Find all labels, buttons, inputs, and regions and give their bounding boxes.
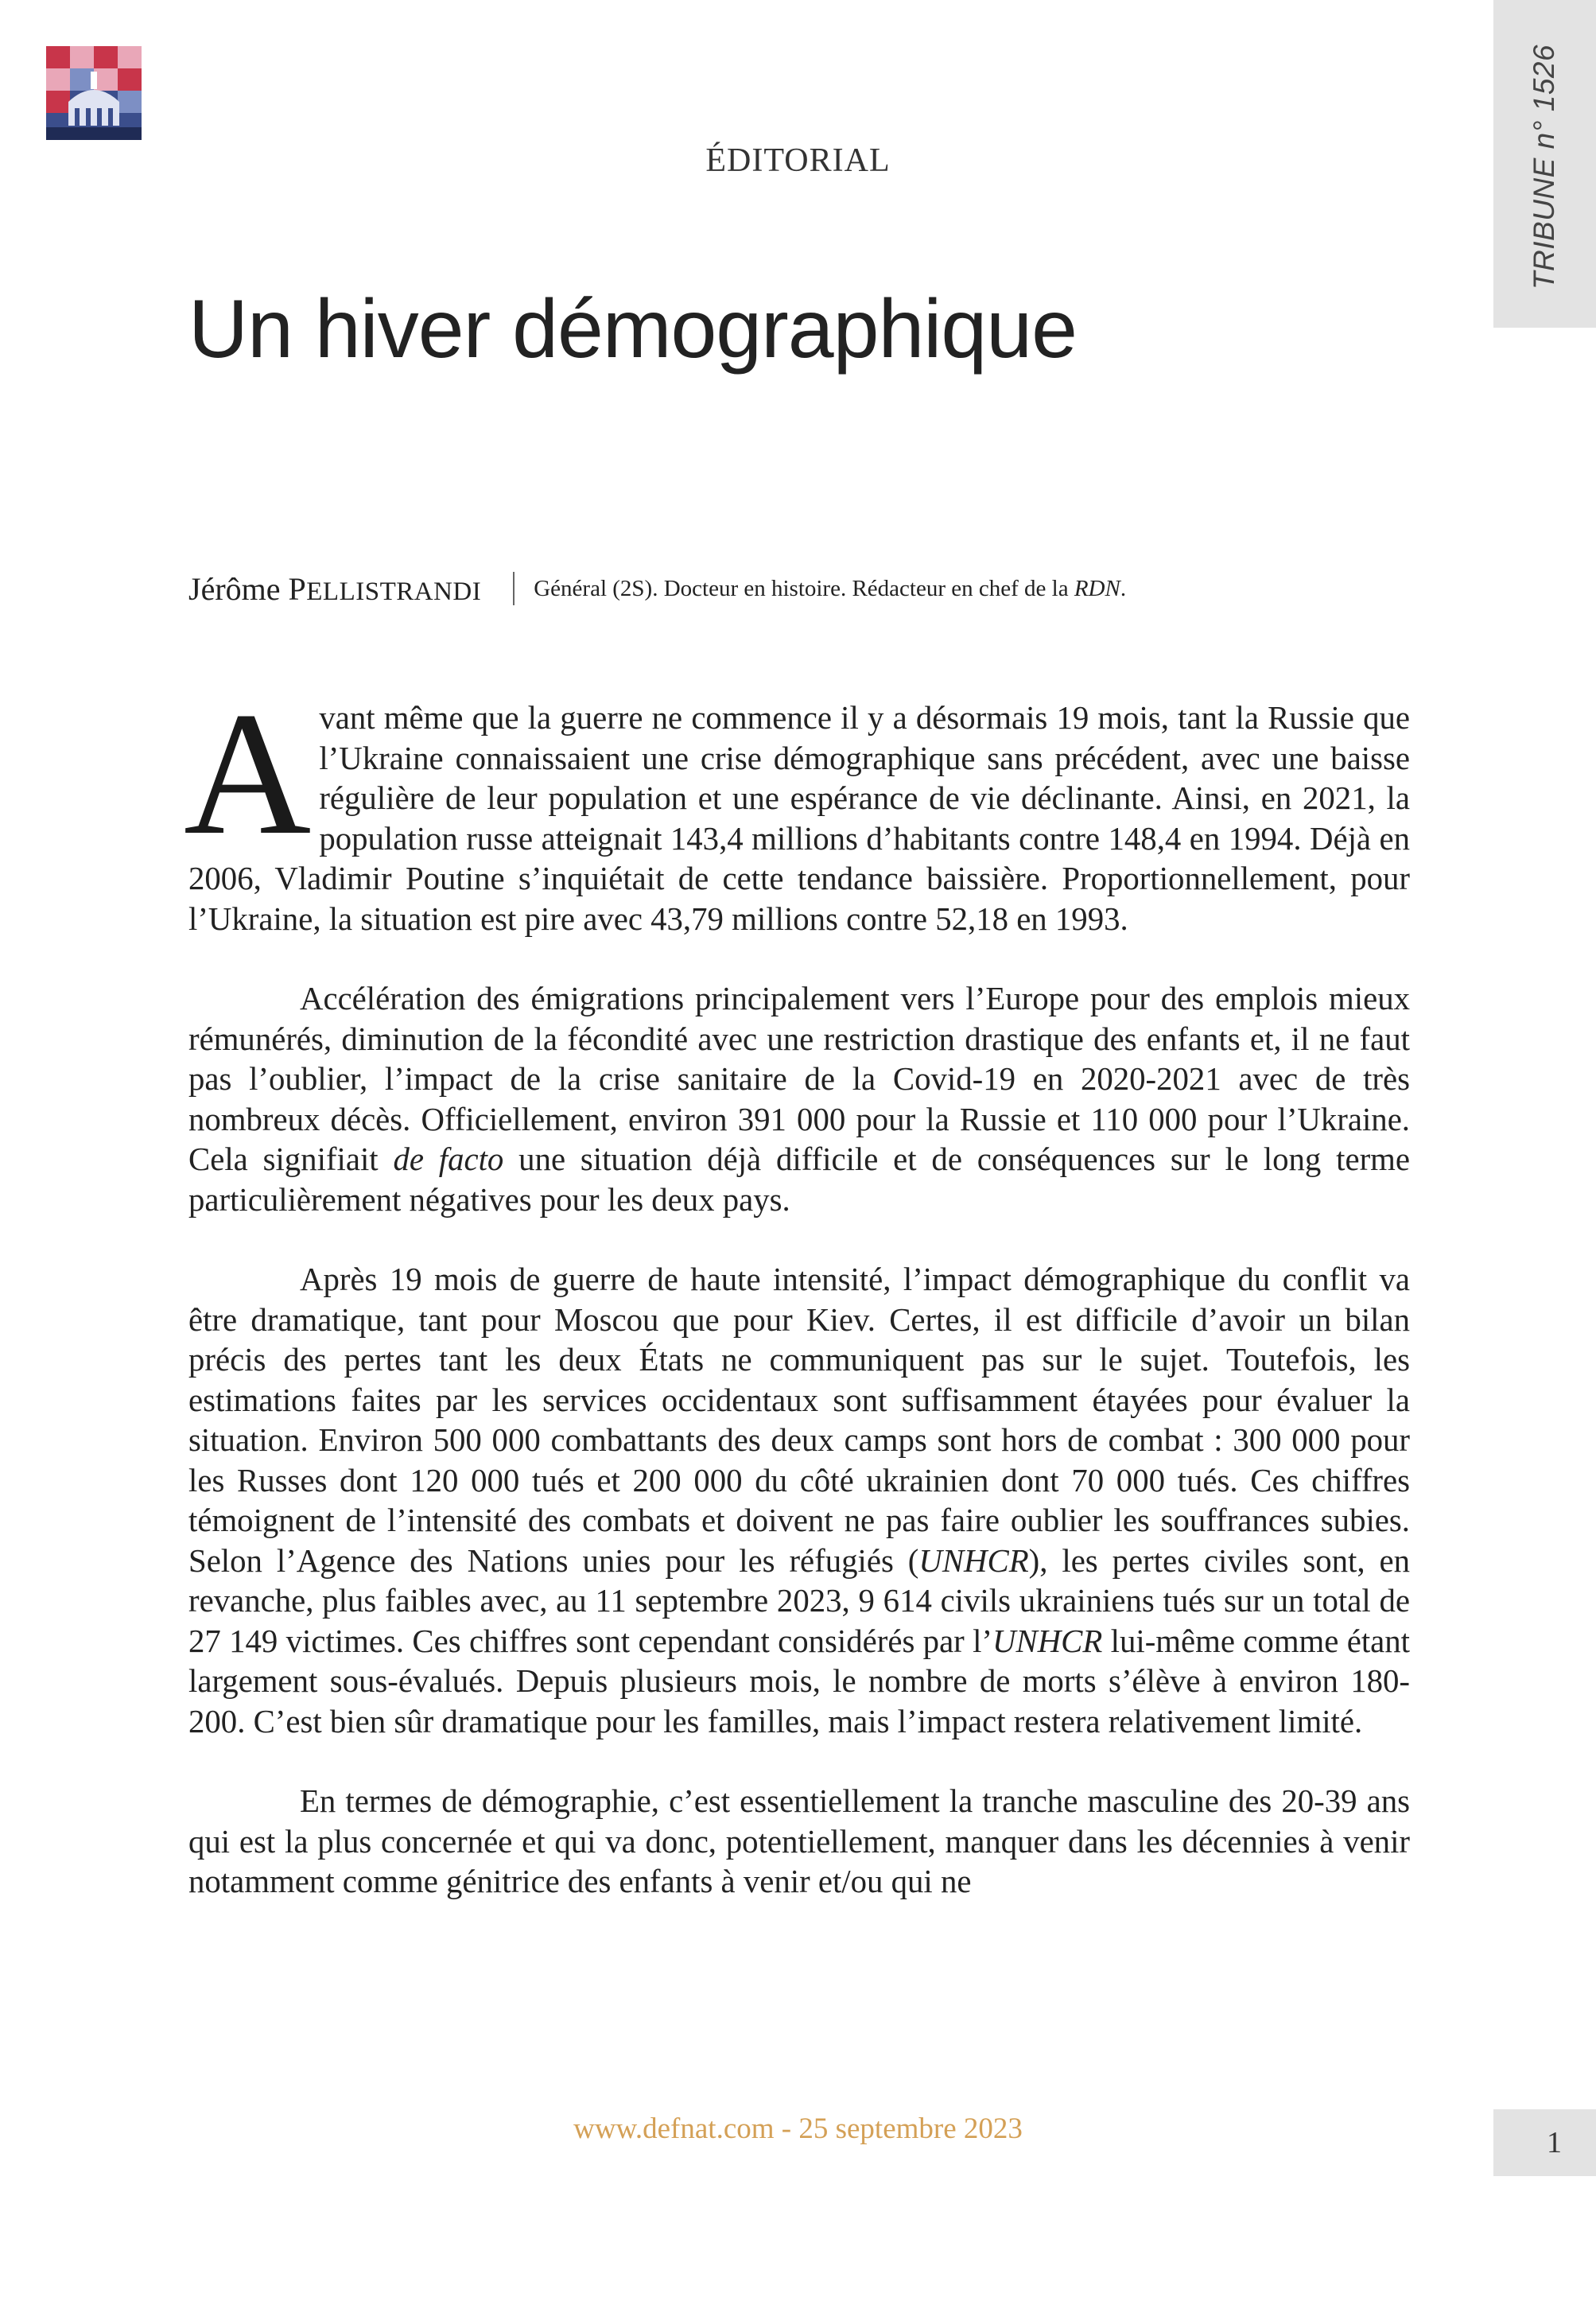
paragraph-3: Après 19 mois de guerre de haute intensité, l’impact démographique du conflit va être dramatique, tant pour Moscou que pour Kiev. Certes, il est difficile d’avoir un bilan précis des pertes tant les deux États ne communiquent pas sur le sujet. Toutefois, les estimations faites par les services occidentaux sont suffisamment étayées pour évaluer la situation. Environ 500 000 combattants des deux camps sont hors de combat : 300 000 pour les Russes dont 120 000 tués et 200 000 du côté ukrainien dont 70 000 tués. Ces chiffres témoignent de l’intensité des combats et doivent ne pas faire oublier les souffrances subies. Selon l’Agence des Nations unies pour les réfugiés (UNHCR), les pertes civiles sont, en revanche, plus faibles avec, au 11 septembre 2023, 9 614 civils ukrainiens tués sur un total de 27 149 victimes. Ces chiffres sont cependant considérés par l’UNHCR lui-même comme étant largement sous-évalués. Depuis plusieurs mois, le nombre de morts s’élève à environ 180-200. C’est bien sûr dramatique pour les familles, mais l’impact restera relativement limité. [188, 1261, 1411, 1739]
article-body [184, 676, 1411, 1942]
article-title: Un hiver démographique [188, 283, 1077, 375]
page-number: 1 [1547, 2126, 1562, 2159]
author-description: Général (2S). Docteur en histoire. Rédacteur en chef de la RDN. [534, 575, 1127, 601]
paragraph-4: En termes de démographie, c’est essentiellement la tranche masculine des 20-39 ans qui est la plus concernée et qui va donc, potentiellement, manquer dans les décennies à venir notamment comme génitrice des enfants à venir et/ou qui ne [188, 1783, 1410, 1899]
section-label: ÉDITORIAL [705, 142, 891, 179]
footer-url-date[interactable]: www.defnat.com - 25 septembre 2023 [573, 2112, 1023, 2145]
paragraph-2: Accélération des émigrations principalement vers l’Europe pour des emplois mieux rémunérés, diminution de la fécondité avec une restriction drastique des enfants et, il ne faut pas l’oublier, l’impact de la crise sanitaire de la Covid-19 en 2020-2021 avec de très nombreux décès. Officiellement, environ 391 000 pour la Russie et 110 000 pour l’Ukraine. Cela signifiait de facto une situation déjà difficile et de conséquences sur le long terme particulièrement négatives pour les deux pays. [188, 981, 1411, 1218]
tribune-number: TRIBUNE n° 1526 [1528, 44, 1561, 290]
publication-logo [46, 46, 142, 140]
byline [188, 569, 1126, 608]
byline-divider [513, 572, 515, 605]
paragraph-1: Avant même que la guerre ne commence il y a désormais 19 mois, tant la Russie que l’Ukraine connaissaient une crise démographique sans précédent, avec une baisse régulière de leur population et une espérance de vie déclinante. Ainsi, en 2021, la population russe atteignait 143,4 millions d’habitants contre 148,4 en 1994. Déjà en 2006, Vladimir Poutine s’inquiétait de cette tendance baissière. Proportionnellement, pour l’Ukraine, la situation est pire avec 43,79 millions contre 52,18 en 1993. [184, 676, 1410, 937]
author-name: Jérôme PELLISTRANDI [188, 570, 482, 607]
drop-cap: A [184, 676, 312, 872]
